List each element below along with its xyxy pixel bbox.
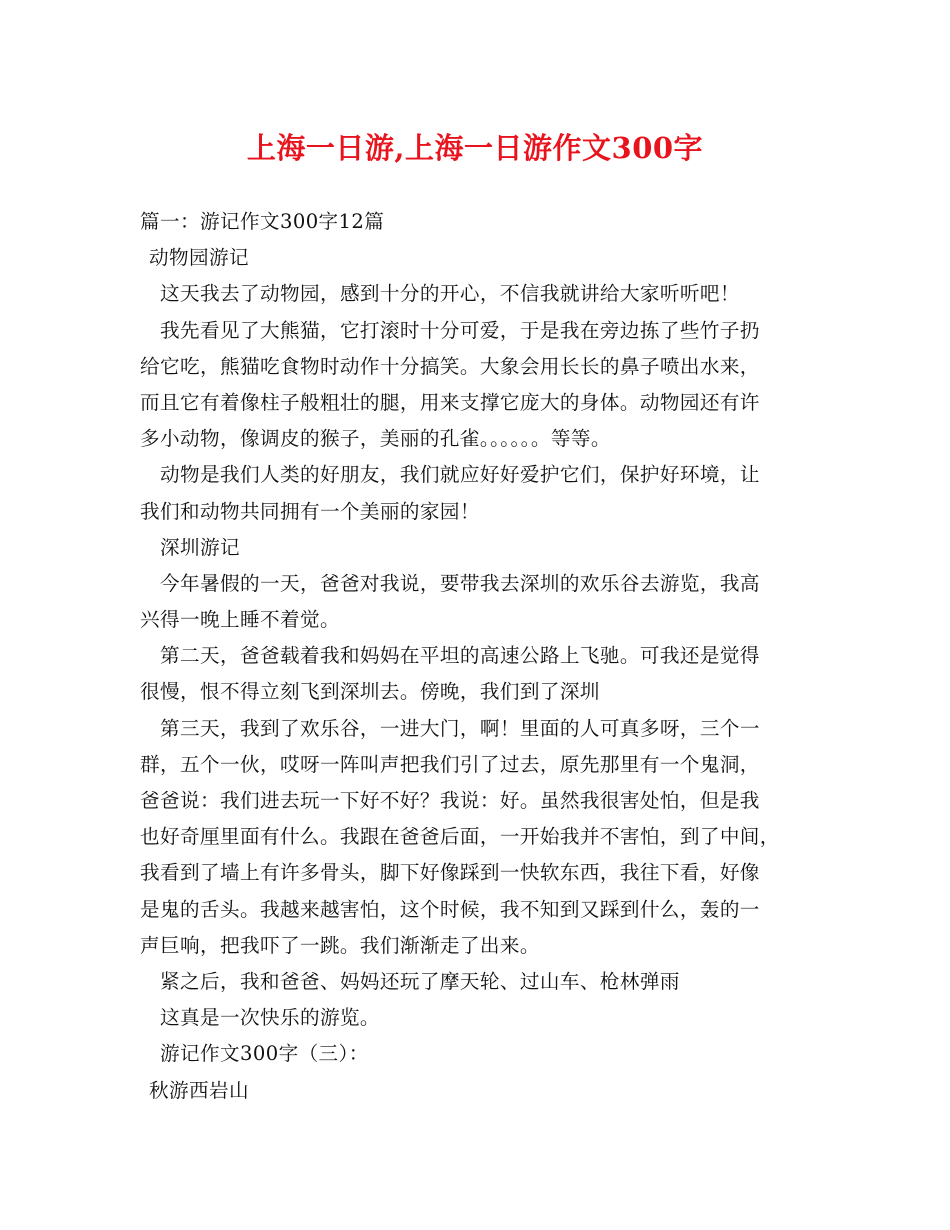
- text-line: 给它吃，熊猫吃食物时动作十分搞笑。大象会用长长的鼻子喷出水来，: [140, 354, 760, 378]
- text-line: 这天我去了动物园，感到十分的开心，不信我就讲给大家听听吧！: [160, 282, 740, 306]
- text-line: 群，五个一伙，哎呀一阵叫声把我们引了过去，原先那里有一个鬼洞，: [140, 752, 760, 776]
- text-line: 动物是我们人类的好朋友，我们就应好好爱护它们，保护好环境，让: [160, 463, 760, 487]
- text-line: 而且它有着像柱子般粗壮的腿，用来支撑它庞大的身体。动物园还有许: [140, 390, 760, 414]
- text-line: 兴得一晚上睡不着觉。: [140, 608, 340, 632]
- text-line: 游记作文300字（三）：: [160, 1042, 369, 1066]
- document-title: 上海一日游,上海一日游作文300字: [246, 131, 704, 165]
- text-line: 是鬼的舌头。我越来越害怕，这个时候，我不知到又踩到什么，轰的一: [140, 897, 760, 921]
- text-line: 也好奇厘里面有什么。我跟在爸爸后面，一开始我并不害怕，到了中间，: [140, 825, 780, 849]
- text-line: 我看到了墙上有许多骨头，脚下好像踩到一快软东西，我往下看，好像: [140, 861, 760, 885]
- text-line: 第三天，我到了欢乐谷，一进大门，啊！里面的人可真多呀，三个一: [160, 716, 760, 740]
- text-line: 这真是一次快乐的游览。: [160, 1006, 380, 1030]
- text-line: 紧之后，我和爸爸、妈妈还玩了摩天轮、过山车、枪林弹雨: [160, 969, 680, 993]
- text-line: 篇一：游记作文300字12篇: [140, 210, 385, 233]
- text-line: 深圳游记: [160, 535, 240, 559]
- text-line: 我们和动物共同拥有一个美丽的家园！: [140, 499, 480, 523]
- text-line: 秋游西岩山: [149, 1078, 249, 1102]
- text-line: 第二天，爸爸载着我和妈妈在平坦的高速公路上飞驰。可我还是觉得: [160, 644, 760, 668]
- text-line: 声巨响，把我吓了一跳。我们渐渐走了出来。: [140, 933, 540, 957]
- document-body: [140, 204, 820, 1109]
- text-line: 今年暑假的一天，爸爸对我说，要带我去深圳的欢乐谷去游览，我高: [160, 571, 760, 595]
- text-line: 多小动物，像调皮的猴子，美丽的孔雀。。。。。。等等。: [140, 427, 611, 451]
- text-line: 我先看见了大熊猫，它打滚时十分可爱，于是我在旁边拣了些竹子扔: [160, 318, 760, 342]
- text-line: 动物园游记: [149, 246, 249, 270]
- text-line: 爸爸说：我们进去玩一下好不好？我说：好。虽然我很害处怕，但是我: [140, 789, 760, 812]
- text-line: 很慢，恨不得立刻飞到深圳去。傍晚，我们到了深圳: [140, 680, 600, 704]
